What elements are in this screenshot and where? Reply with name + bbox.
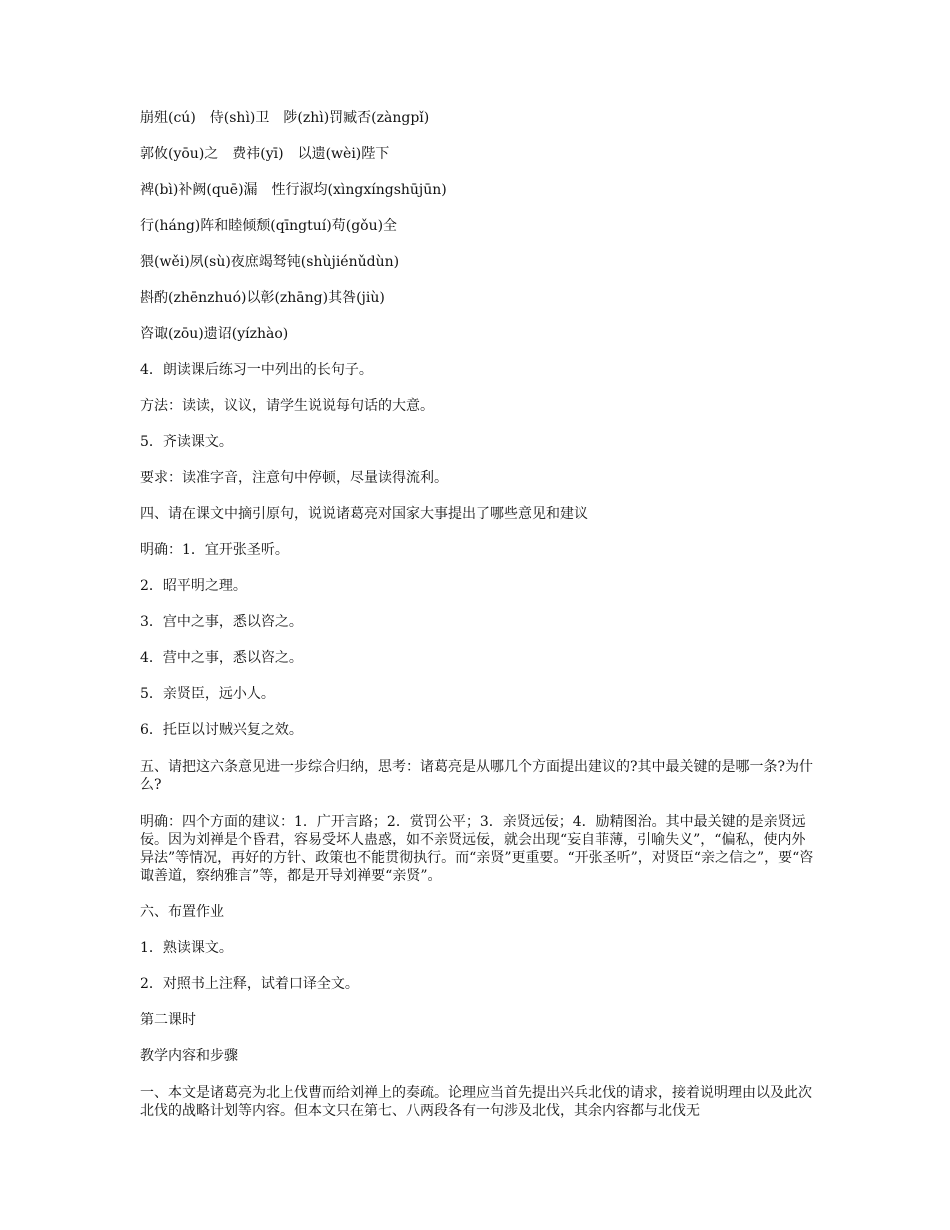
step-4: 4．朗读课后练习一中列出的长句子。 — [140, 362, 373, 378]
pinyin-line-7: 咨诹(zōu)遗诏(yízhào) — [140, 326, 289, 342]
requirement-note: 要求：读准字音，注意句中停顿，尽量读得流利。 — [140, 470, 448, 486]
answer-item-4: 4．营中之事，悉以咨之。 — [140, 650, 303, 666]
method-note: 方法：读读，议议，请学生说说每句话的大意。 — [140, 398, 434, 414]
lesson-2-heading: 第二课时 — [140, 1012, 196, 1028]
pinyin-line-3: 裨(bì)补阙(quē)漏 性行淑均(xìngxíngshūjūn) — [140, 182, 447, 198]
pinyin-line-1: 崩殂(cú) 侍(shì)卫 陟(zhì)罚臧否(zàngpǐ) — [140, 110, 430, 126]
section-5-answer: 明确：四个方面的建议：1．广开言路；2．赏罚公平；3．亲贤远佞；4．励精图治。其中最关键的是亲贤远佞。因为刘禅是个昏君，容易受坏人蛊惑，如不亲贤远佞，就会出现“妄自菲薄，引喻失义”，“偏私，使内外异法”等情况，再好的方针、政策也不能贯彻执行。而“亲贤”更重要。“开张圣听”，对贤臣“亲之信之”，要“咨诹善道，察纳雅言”等，都是开导刘禅要“亲贤”。 — [140, 814, 814, 884]
answer-item-6: 6．托臣以讨贼兴复之效。 — [140, 722, 303, 738]
answer-item-2: 2．昭平明之理。 — [140, 578, 247, 594]
homework-item-1: 1．熟读课文。 — [140, 940, 233, 956]
answer-item-1: 明确：1．宜开张圣听。 — [140, 542, 289, 558]
content-steps-heading: 教学内容和步骤 — [140, 1048, 238, 1064]
section-5-question: 五、请把这六条意见进一步综合归纳，思考：诸葛亮是从哪几个方面提出建议的?其中最关键的是哪一条?为什么? — [140, 759, 814, 793]
pinyin-line-4: 行(háng)阵和睦倾颓(qīngtuí)苟(gǒu)全 — [140, 218, 398, 234]
pinyin-line-2: 郭攸(yōu)之 费祎(yī) 以遗(wèi)陛下 — [140, 146, 390, 162]
section-1-intro: 一、本文是诸葛亮为北上伐曹而给刘禅上的奏疏。论理应当首先提出兴兵北伐的请求，接着说明理由以及此次北伐的战略计划等内容。但本文只在第七、八两段各有一句涉及北伐，其余内容都与北伐无 — [140, 1085, 812, 1119]
section-6-heading: 六、布置作业 — [140, 904, 224, 920]
answer-item-3: 3．宫中之事，悉以咨之。 — [140, 614, 303, 630]
document-body — [140, 110, 815, 1139]
answer-item-5: 5．亲贤臣，远小人。 — [140, 686, 275, 702]
section-4-heading: 四、请在课文中摘引原句，说说诸葛亮对国家大事提出了哪些意见和建议 — [140, 506, 588, 522]
pinyin-line-6: 斟酌(zhēnzhuó)以彰(zhāng)其咎(jiù) — [140, 290, 385, 306]
step-5: 5．齐读课文。 — [140, 434, 233, 450]
pinyin-line-5: 猥(wěi)夙(sù)夜庶竭驽钝(shùjiénǔdùn) — [140, 254, 400, 270]
homework-item-2: 2．对照书上注释，试着口译全文。 — [140, 976, 359, 992]
